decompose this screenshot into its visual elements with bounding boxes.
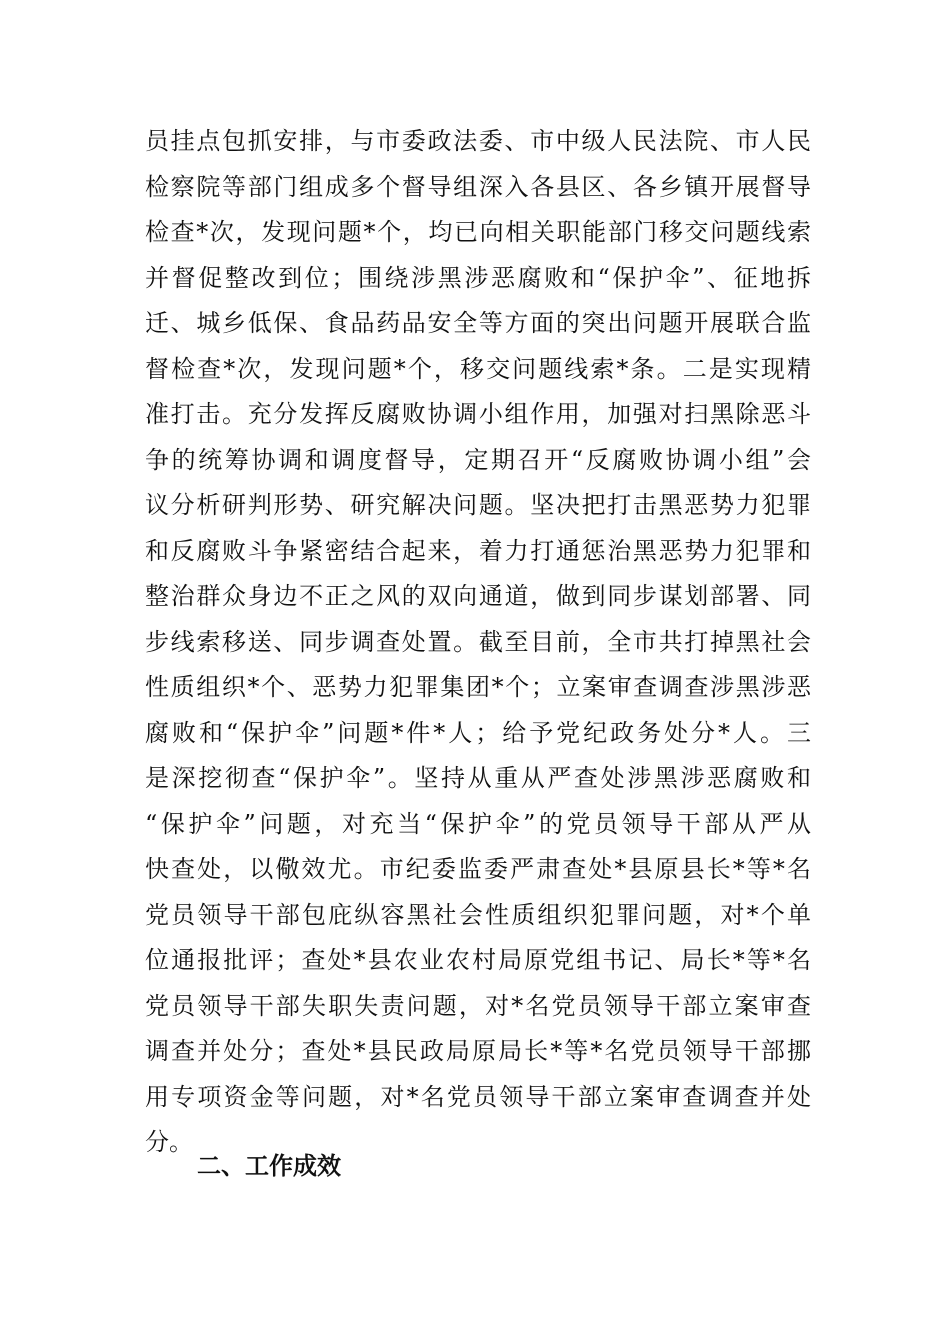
paragraph-line: 检察院等部门组成多个督导组深入各县区、各乡镇开展督导 bbox=[145, 172, 811, 201]
paragraph-line: 整治群众身边不正之风的双向通道，做到同步谋划部署、同 bbox=[145, 582, 811, 610]
paragraph-line: 党员领导干部包庇纵容黑社会性质组织犯罪问题，对*个单 bbox=[145, 900, 811, 929]
paragraph-line: 和反腐败斗争紧密结合起来，着力打通惩治黑恶势力犯罪和 bbox=[145, 536, 811, 565]
paragraph-line: 腐败和“保护伞”问题*件*人；给予党纪政务处分*人。三 bbox=[145, 718, 811, 747]
paragraph-line: “保护伞”问题，对充当“保护伞”的党员领导干部从严从 bbox=[145, 809, 811, 838]
paragraph-line: 检查*次，发现问题*个，均已向相关职能部门移交问题线索 bbox=[145, 218, 811, 246]
paragraph-line: 议分析研判形势、研究解决问题。坚决把打击黑恶势力犯罪 bbox=[145, 491, 811, 519]
paragraph-line: 迁、城乡低保、食品药品安全等方面的突出问题开展联合监 bbox=[145, 309, 811, 337]
paragraph-line: 步线索移送、同步调查处置。截至目前，全市共打掉黑社会 bbox=[145, 627, 811, 656]
paragraph-line: 用专项资金等问题，对*名党员领导干部立案审查调查并处 bbox=[145, 1082, 811, 1111]
body-paragraph bbox=[145, 119, 811, 1166]
paragraph-line: 位通报批评；查处*县农业农村局原党组书记、局长*等*名 bbox=[145, 946, 811, 974]
section-heading: 二、工作成效 bbox=[197, 1152, 341, 1180]
paragraph-line: 是深挖彻查“保护伞”。坚持从重从严查处涉黑涉恶腐败和 bbox=[145, 764, 811, 792]
paragraph-line: 党员领导干部失职失责问题，对*名党员领导干部立案审查 bbox=[145, 991, 811, 1020]
paragraph-line: 性质组织*个、恶势力犯罪集团*个；立案审查调查涉黑涉恶 bbox=[145, 673, 811, 701]
paragraph-line: 分。 bbox=[145, 1128, 193, 1156]
paragraph-line: 督检查*次，发现问题*个，移交问题线索*条。二是实现精 bbox=[145, 354, 811, 383]
paragraph-line: 并督促整改到位；围绕涉黑涉恶腐败和“保护伞”、征地拆 bbox=[145, 263, 811, 292]
paragraph-line: 争的统筹协调和调度督导，定期召开“反腐败协调小组”会 bbox=[145, 445, 811, 474]
paragraph-line: 快查处，以儆效尤。市纪委监委严肃查处*县原县长*等*名 bbox=[145, 855, 811, 883]
paragraph-line: 准打击。充分发挥反腐败协调小组作用，加强对扫黑除恶斗 bbox=[145, 400, 811, 428]
paragraph-line: 调查并处分；查处*县民政局原局长*等*名党员领导干部挪 bbox=[145, 1037, 811, 1065]
paragraph-line: 员挂点包抓安排，与市委政法委、市中级人民法院、市人民 bbox=[145, 127, 811, 155]
